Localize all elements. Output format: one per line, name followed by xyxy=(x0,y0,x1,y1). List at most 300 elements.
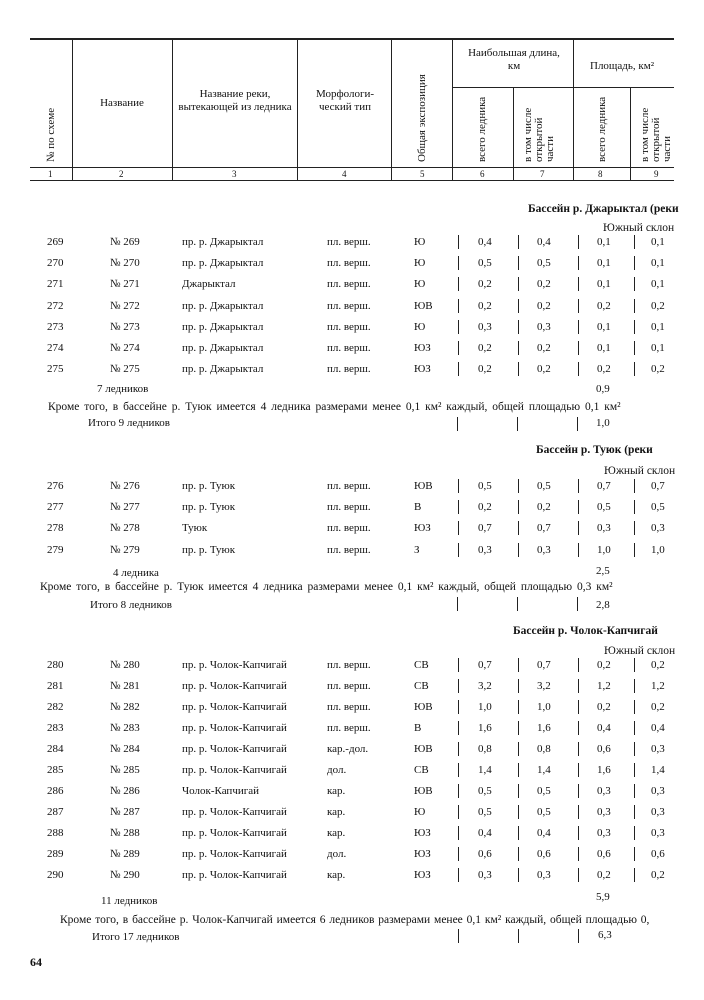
column-separator xyxy=(634,479,635,493)
cell-river: пр. р. Джарыктал xyxy=(182,257,264,270)
section-note: Кроме того, в бассейне р. Туюк имеется 4 ледника размерами менее 0,1 км² каждый, общей площадью 0,1 км² xyxy=(48,401,621,413)
column-separator xyxy=(518,658,519,672)
column-separator xyxy=(578,742,579,756)
cell-l: 0,5 xyxy=(478,257,492,270)
cell-lo: 0,2 xyxy=(537,299,551,312)
header-col2: Название xyxy=(100,97,144,109)
cell-type: пл. верш. xyxy=(327,278,371,291)
cell-s: 0,6 xyxy=(597,743,611,755)
cell-s: 0,2 xyxy=(597,869,611,881)
column-separator xyxy=(578,543,579,557)
column-separator xyxy=(578,500,579,514)
section-total: Итого 8 ледников xyxy=(90,599,172,611)
cell-s: 0,2 xyxy=(597,659,611,671)
cell-name: № 276 xyxy=(110,480,140,492)
cell-n: 280 xyxy=(47,659,64,671)
cell-type: пл. верш. xyxy=(327,236,371,248)
cell-so: 0,3 xyxy=(651,522,665,535)
cell-s: 0,3 xyxy=(597,806,611,818)
cell-exp: ЮЗ xyxy=(414,363,431,376)
cell-l: 0,8 xyxy=(478,743,492,755)
cell-so: 0,3 xyxy=(651,785,665,797)
cell-l: 0,2 xyxy=(478,299,492,312)
cell-s: 0,3 xyxy=(597,785,611,797)
header-subgroup-rule xyxy=(452,87,674,88)
cell-river: Туюк xyxy=(182,522,208,535)
cell-exp: Ю xyxy=(414,236,426,248)
cell-exp: ЮЗ xyxy=(414,869,431,881)
cell-lo: 0,3 xyxy=(537,543,551,556)
cell-type: пл. верш. xyxy=(327,320,371,333)
cell-s: 0,1 xyxy=(597,236,611,248)
column-separator xyxy=(458,341,459,355)
cell-n: 288 xyxy=(47,827,64,839)
cell-s: 0,7 xyxy=(597,480,611,492)
cell-river: пр. р. Туюк xyxy=(182,480,236,492)
cell-so: 0,2 xyxy=(651,701,665,713)
column-separator xyxy=(578,700,579,714)
basin-title: Бассейн р. Туюк (реки xyxy=(536,444,653,456)
cell-type: пл. верш. xyxy=(327,257,371,270)
col-num-8: 8 xyxy=(598,169,603,179)
column-separator xyxy=(458,784,459,798)
header-col67: Наибольшая длина, км xyxy=(468,47,560,72)
cell-n: 272 xyxy=(47,299,64,312)
cell-lo: 0,7 xyxy=(537,659,551,671)
column-separator xyxy=(458,763,459,777)
cell-river: пр. р. Джарыктал xyxy=(182,342,264,354)
header-bottom-rule xyxy=(30,167,674,168)
cell-river: пр. р. Туюк xyxy=(182,501,236,514)
cell-name: № 270 xyxy=(110,257,140,270)
column-separator xyxy=(518,763,519,777)
cell-name: № 272 xyxy=(110,299,140,312)
header-col9: в том числе открытой части xyxy=(639,107,673,162)
cell-name: № 279 xyxy=(110,543,140,556)
cell-river: пр. р. Джарыктал xyxy=(182,363,264,376)
column-separator xyxy=(578,362,579,376)
column-separator xyxy=(458,320,459,334)
cell-type: пл. верш. xyxy=(327,701,371,713)
cell-exp: Ю xyxy=(414,320,426,333)
cell-s: 0,1 xyxy=(597,320,611,333)
column-separator xyxy=(634,299,635,313)
cell-lo: 0,5 xyxy=(537,257,551,270)
cell-exp: Ю xyxy=(414,278,426,291)
column-separator xyxy=(458,256,459,270)
column-separator xyxy=(458,847,459,861)
column-separator xyxy=(458,700,459,714)
column-separator xyxy=(634,784,635,798)
col-num-9: 9 xyxy=(654,169,659,179)
cell-so: 0,4 xyxy=(651,722,665,734)
cell-so: 0,7 xyxy=(651,480,665,492)
column-separator xyxy=(518,521,519,535)
cell-name: № 275 xyxy=(110,363,140,376)
section-count: 7 ледников xyxy=(97,383,149,395)
cell-so: 1,0 xyxy=(651,543,665,556)
column-separator xyxy=(634,679,635,693)
column-separator xyxy=(518,299,519,313)
cell-s: 0,3 xyxy=(597,522,611,535)
cell-type: пл. верш. xyxy=(327,363,371,376)
column-separator xyxy=(518,742,519,756)
cell-exp: ЮВ xyxy=(414,299,433,312)
cell-n: 269 xyxy=(47,236,64,248)
cell-name: № 290 xyxy=(110,869,140,881)
cell-l: 0,7 xyxy=(478,659,492,671)
cell-l: 0,3 xyxy=(478,543,492,556)
cell-type: кар.-дол. xyxy=(327,743,369,755)
cell-river: пр. р. Чолок-Капчигай xyxy=(182,827,287,839)
cell-river: пр. р. Чолок-Капчигай xyxy=(182,722,287,734)
cell-exp: ЮВ xyxy=(414,743,433,755)
cell-n: 287 xyxy=(47,806,64,818)
slope-title: Южный склон xyxy=(604,645,676,657)
cell-exp: ЮВ xyxy=(414,785,433,797)
cell-so: 0,6 xyxy=(651,848,665,860)
section-count-area: 5,9 xyxy=(596,891,610,903)
column-separator xyxy=(578,847,579,861)
col-num-3: 3 xyxy=(232,169,237,179)
cell-s: 1,0 xyxy=(597,543,611,556)
cell-l: 3,2 xyxy=(478,680,492,692)
cell-river: пр. р. Джарыктал xyxy=(182,299,264,312)
cell-exp: Ю xyxy=(414,806,426,818)
column-separator xyxy=(518,479,519,493)
cell-l: 1,6 xyxy=(478,722,492,734)
cell-lo: 3,2 xyxy=(537,680,551,692)
cell-l: 0,5 xyxy=(478,480,492,492)
column-separator xyxy=(458,826,459,840)
cell-exp: Ю xyxy=(414,257,426,270)
column-separator xyxy=(634,721,635,735)
cell-exp: ЮВ xyxy=(414,701,433,713)
cell-lo: 0,2 xyxy=(537,501,551,514)
column-separator xyxy=(634,868,635,882)
cell-l: 1,0 xyxy=(478,701,492,713)
cell-so: 0,1 xyxy=(651,278,665,291)
cell-n: 278 xyxy=(47,522,64,535)
cell-type: пл. верш. xyxy=(327,722,371,734)
cell-type: кар. xyxy=(327,785,346,797)
cell-type: пл. верш. xyxy=(327,501,371,514)
section-note: Кроме того, в бассейне р. Туюк имеется 4 ледника размерами менее 0,1 км² каждый, общей площадью 0,3 км² xyxy=(40,581,613,593)
cell-l: 0,7 xyxy=(478,522,492,535)
cell-l: 0,3 xyxy=(478,320,492,333)
header-col6: всего ледника xyxy=(476,96,488,162)
column-separator xyxy=(578,277,579,291)
header-col8: всего ледника xyxy=(596,96,608,162)
col-num-6: 6 xyxy=(480,169,485,179)
cell-l: 0,2 xyxy=(478,278,492,291)
header-top-rule xyxy=(30,38,674,40)
cell-name: № 286 xyxy=(110,785,140,797)
cell-lo: 1,4 xyxy=(537,764,551,776)
column-separator xyxy=(518,277,519,291)
cell-s: 1,6 xyxy=(597,764,611,776)
header-col7: в том числе открытой части xyxy=(522,107,556,162)
column-separator xyxy=(458,742,459,756)
column-separator xyxy=(634,500,635,514)
column-separator xyxy=(578,868,579,882)
cell-lo: 0,4 xyxy=(537,827,551,839)
cell-n: 270 xyxy=(47,257,64,270)
cell-river: пр. р. Чолок-Капчигай xyxy=(182,869,287,881)
cell-so: 0,1 xyxy=(651,236,665,248)
column-separator xyxy=(634,543,635,557)
column-separator xyxy=(518,679,519,693)
cell-name: № 284 xyxy=(110,743,140,755)
cell-so: 0,2 xyxy=(651,363,665,376)
column-separator xyxy=(634,742,635,756)
column-separator xyxy=(518,320,519,334)
cell-name: № 274 xyxy=(110,342,140,354)
cell-lo: 0,3 xyxy=(537,320,551,333)
section-count: 11 ледников xyxy=(101,895,158,907)
column-separator xyxy=(578,784,579,798)
basin-title: Бассейн р. Чолок-Капчигай xyxy=(513,625,658,637)
cell-name: № 280 xyxy=(110,659,140,671)
column-separator xyxy=(578,521,579,535)
cell-type: кар. xyxy=(327,827,346,839)
column-separator xyxy=(458,805,459,819)
cell-l: 0,5 xyxy=(478,806,492,818)
cell-exp: ЮЗ xyxy=(414,342,431,354)
cell-exp: З xyxy=(414,543,420,556)
cell-lo: 0,2 xyxy=(537,363,551,376)
cell-name: № 277 xyxy=(110,501,140,514)
cell-l: 0,4 xyxy=(478,827,492,839)
cell-n: 279 xyxy=(47,543,64,556)
cell-s: 0,1 xyxy=(597,342,611,354)
header-col4: Морфологи-ческий тип xyxy=(315,88,375,113)
header-col1: № по схеме xyxy=(45,107,57,162)
cell-river: пр. р. Чолок-Капчигай xyxy=(182,806,287,818)
cell-so: 0,3 xyxy=(651,743,665,755)
cell-type: пл. верш. xyxy=(327,480,371,492)
cell-lo: 1,0 xyxy=(537,701,551,713)
cell-type: кар. xyxy=(327,869,346,881)
column-separator xyxy=(518,784,519,798)
column-separator xyxy=(634,320,635,334)
cell-name: № 287 xyxy=(110,806,140,818)
column-separator xyxy=(634,277,635,291)
slope-title: Южный склон xyxy=(603,222,675,234)
cell-river: Джарыктал xyxy=(182,278,236,291)
cell-l: 0,4 xyxy=(478,236,492,248)
cell-so: 1,2 xyxy=(651,680,665,692)
cell-so: 0,1 xyxy=(651,320,665,333)
cell-so: 0,1 xyxy=(651,342,665,354)
column-separator xyxy=(634,658,635,672)
cell-s: 0,1 xyxy=(597,278,611,291)
cell-exp: ЮВ xyxy=(414,480,433,492)
column-separator xyxy=(518,826,519,840)
header-nums-rule xyxy=(30,180,674,181)
column-separator xyxy=(518,543,519,557)
cell-name: № 282 xyxy=(110,701,140,713)
cell-n: 284 xyxy=(47,743,64,755)
header-col89: Площадь, км² xyxy=(590,60,655,72)
column-separator xyxy=(458,679,459,693)
cell-type: дол. xyxy=(327,848,347,860)
cell-lo: 0,3 xyxy=(537,869,551,881)
cell-lo: 1,6 xyxy=(537,722,551,734)
cell-exp: ЮЗ xyxy=(414,522,431,535)
cell-exp: ЮЗ xyxy=(414,827,431,839)
section-total-area: 2,8 xyxy=(596,599,610,611)
cell-lo: 0,5 xyxy=(537,806,551,818)
cell-n: 275 xyxy=(47,363,64,376)
cell-river: пр. р. Джарыктал xyxy=(182,320,264,333)
column-separator xyxy=(634,805,635,819)
cell-n: 282 xyxy=(47,701,64,713)
column-separator xyxy=(634,847,635,861)
cell-exp: СВ xyxy=(414,680,429,692)
cell-l: 0,2 xyxy=(478,342,492,354)
cell-so: 0,5 xyxy=(651,501,665,514)
cell-type: пл. верш. xyxy=(327,680,371,692)
column-separator xyxy=(458,299,459,313)
cell-name: № 288 xyxy=(110,827,140,839)
cell-name: № 271 xyxy=(110,278,140,291)
column-separator xyxy=(458,521,459,535)
cell-lo: 0,2 xyxy=(537,278,551,291)
page-number: 64 xyxy=(30,955,42,969)
cell-so: 0,3 xyxy=(651,827,665,839)
column-separator xyxy=(458,658,459,672)
column-separator xyxy=(578,341,579,355)
cell-river: Чолок-Капчигай xyxy=(182,785,260,797)
cell-type: пл. верш. xyxy=(327,299,371,312)
cell-s: 0,2 xyxy=(597,701,611,713)
cell-n: 276 xyxy=(47,480,64,492)
cell-lo: 0,7 xyxy=(537,522,551,535)
cell-s: 0,5 xyxy=(597,501,611,514)
cell-l: 0,2 xyxy=(478,501,492,514)
column-separator xyxy=(518,700,519,714)
section-total-area: 6,3 xyxy=(598,929,612,941)
cell-river: пр. р. Чолок-Капчигай xyxy=(182,701,287,713)
column-separator xyxy=(578,299,579,313)
column-separator xyxy=(634,256,635,270)
cell-name: № 269 xyxy=(110,236,140,248)
column-separator xyxy=(578,679,579,693)
section-note: Кроме того, в бассейне р. Чолок-Капчигай имеется 6 ледников размерами менее 0,1 км² каждый, общей площадью 0, xyxy=(60,914,650,926)
section-total-area: 1,0 xyxy=(596,417,610,429)
cell-n: 271 xyxy=(47,278,64,291)
column-separator xyxy=(634,235,635,249)
col-num-2: 2 xyxy=(119,169,124,179)
cell-n: 285 xyxy=(47,764,64,776)
cell-s: 1,2 xyxy=(597,680,611,692)
column-separator xyxy=(634,826,635,840)
cell-lo: 0,8 xyxy=(537,743,551,755)
column-separator xyxy=(518,847,519,861)
cell-name: № 273 xyxy=(110,320,140,333)
column-separator xyxy=(634,700,635,714)
column-separator xyxy=(578,721,579,735)
cell-s: 0,6 xyxy=(597,848,611,860)
cell-lo: 0,2 xyxy=(537,342,551,354)
cell-so: 0,3 xyxy=(651,806,665,818)
column-separator xyxy=(578,479,579,493)
column-separator xyxy=(458,543,459,557)
cell-l: 0,2 xyxy=(478,363,492,376)
cell-s: 0,3 xyxy=(597,827,611,839)
column-separator xyxy=(518,721,519,735)
cell-n: 289 xyxy=(47,848,64,860)
column-separator xyxy=(518,341,519,355)
cell-so: 0,2 xyxy=(651,869,665,881)
section-total: Итого 17 ледников xyxy=(92,931,180,943)
cell-n: 286 xyxy=(47,785,64,797)
column-separator xyxy=(578,256,579,270)
cell-type: пл. верш. xyxy=(327,659,371,671)
column-separator xyxy=(518,500,519,514)
col-num-4: 4 xyxy=(342,169,347,179)
cell-river: пр. р. Джарыктал xyxy=(182,236,264,248)
section-total: Итого 9 ледников xyxy=(88,417,170,429)
cell-n: 290 xyxy=(47,869,64,881)
cell-exp: ЮЗ xyxy=(414,848,431,860)
cell-river: пр. р. Туюк xyxy=(182,543,236,556)
cell-lo: 0,5 xyxy=(537,480,551,492)
column-separator xyxy=(458,235,459,249)
cell-so: 0,2 xyxy=(651,299,665,312)
section-count: 4 ледника xyxy=(113,567,159,579)
cell-type: пл. верш. xyxy=(327,342,371,354)
column-separator xyxy=(518,868,519,882)
cell-lo: 0,6 xyxy=(537,848,551,860)
cell-lo: 0,4 xyxy=(537,236,551,248)
cell-type: кар. xyxy=(327,806,346,818)
slope-title: Южный склон xyxy=(604,465,676,477)
cell-s: 0,1 xyxy=(597,257,611,270)
col-num-7: 7 xyxy=(540,169,545,179)
column-separator xyxy=(634,521,635,535)
column-separator xyxy=(518,256,519,270)
column-separator xyxy=(458,721,459,735)
cell-so: 0,2 xyxy=(651,659,665,671)
section-count-area: 0,9 xyxy=(596,383,610,395)
cell-type: пл. верш. xyxy=(327,522,371,535)
cell-type: дол. xyxy=(327,764,347,776)
column-separator xyxy=(518,235,519,249)
cell-lo: 0,5 xyxy=(537,785,551,797)
cell-river: пр. р. Чолок-Капчигай xyxy=(182,680,287,692)
col-num-5: 5 xyxy=(420,169,425,179)
cell-n: 274 xyxy=(47,342,64,354)
cell-exp: СВ xyxy=(414,764,429,776)
cell-l: 0,5 xyxy=(478,785,492,797)
cell-exp: СВ xyxy=(414,659,429,671)
column-separator xyxy=(458,277,459,291)
cell-river: пр. р. Чолок-Капчигай xyxy=(182,659,287,671)
cell-n: 277 xyxy=(47,501,64,514)
cell-name: № 281 xyxy=(110,680,140,692)
column-separator xyxy=(634,763,635,777)
column-separator xyxy=(458,868,459,882)
cell-exp: В xyxy=(414,722,422,734)
header-col5: Общая экспозиция xyxy=(416,74,428,162)
cell-name: № 289 xyxy=(110,848,140,860)
column-separator xyxy=(458,479,459,493)
column-separator xyxy=(578,320,579,334)
column-separator xyxy=(458,362,459,376)
column-separator xyxy=(518,805,519,819)
